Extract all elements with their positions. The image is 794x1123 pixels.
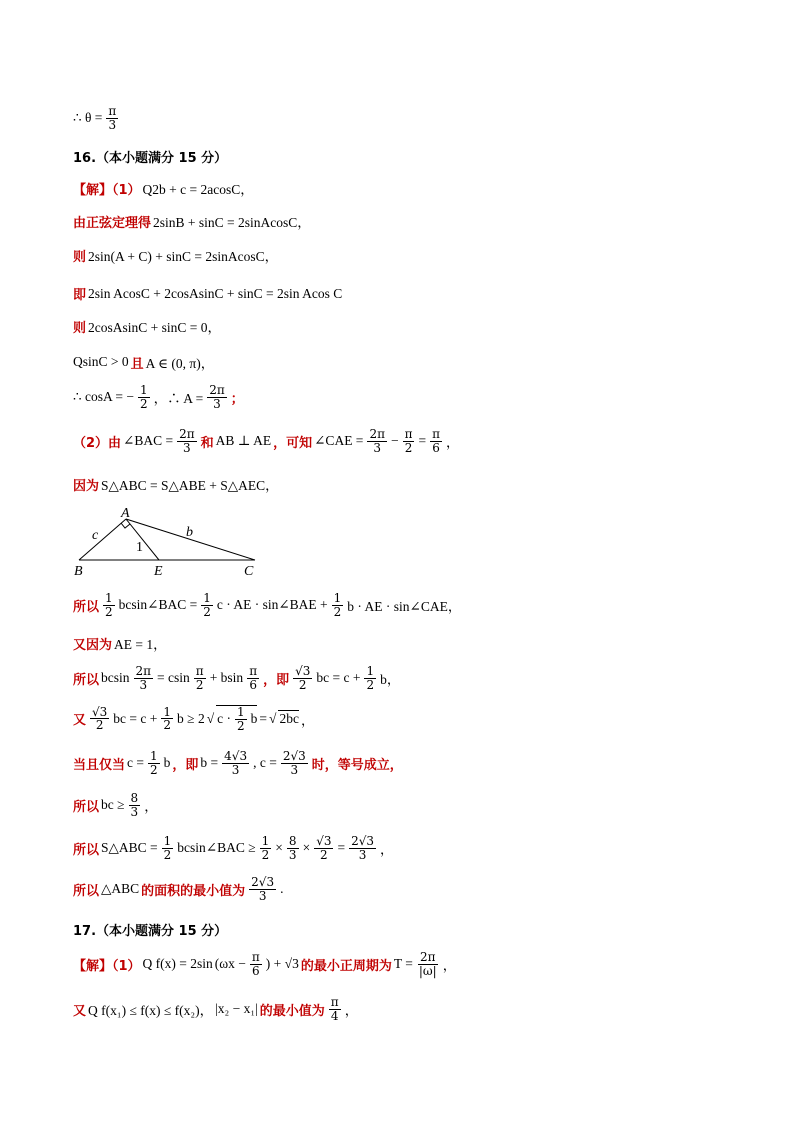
math: △ABC: [101, 881, 140, 897]
text: 且: [130, 356, 144, 372]
denominator: 2: [105, 604, 113, 619]
math: 2sin(A + C) + sinC = 2sinAcosC，: [88, 249, 279, 264]
numerator: 2π: [369, 427, 385, 441]
fraction: [281, 750, 308, 776]
fraction: [161, 706, 173, 732]
q16-part2-line-6: [73, 705, 314, 732]
math: 2sin AcosC + 2cosAsinC + sinC = 2sin Acos C: [88, 285, 343, 301]
q16-line-4: [73, 284, 342, 303]
math: Q2b + c = 2acosC，: [142, 182, 254, 197]
text: 又因为: [73, 637, 113, 653]
numerator: 2√3: [351, 834, 375, 848]
math: bc = c +: [113, 710, 158, 726]
text: 所以: [73, 672, 100, 688]
math: 2sinB + sinC = 2sinAcosC，: [153, 215, 311, 230]
math: ∴ cosA = −: [73, 389, 134, 405]
math: b: [163, 755, 171, 771]
numerator: π: [404, 427, 413, 441]
numerator: π: [195, 664, 204, 678]
math: ×: [275, 840, 283, 856]
math: b，: [380, 672, 401, 688]
denominator: 3: [108, 117, 117, 132]
math: c · AE · sin∠BAE +: [216, 597, 328, 613]
q17-line-1: [73, 951, 456, 977]
fraction: [364, 665, 376, 691]
math: ，: [446, 435, 460, 451]
q16-part2-line-3: [73, 592, 461, 618]
numerator: 1: [150, 749, 158, 763]
triangle-figure: [70, 505, 270, 580]
math: QsinC > 0: [73, 354, 129, 369]
denominator: 6: [249, 677, 257, 692]
denominator: 2: [139, 396, 148, 411]
fraction: [403, 428, 415, 454]
text: 又: [73, 1003, 87, 1019]
math: bc ≥: [101, 797, 125, 813]
math: =: [259, 710, 268, 726]
text: 时，等号成立，: [311, 757, 403, 773]
math: ，: [300, 712, 315, 728]
denominator: 3: [358, 847, 367, 862]
q16-part2-line-7: [73, 750, 403, 776]
label-c: C: [244, 564, 254, 579]
q16-line-7: [73, 384, 244, 410]
label-one: 1: [136, 540, 143, 555]
q16-line-5: [73, 316, 221, 336]
q16-part2-line-1: [73, 428, 460, 454]
denominator: 4: [330, 1008, 339, 1023]
text: 则: [73, 249, 87, 265]
math: AE = 1，: [114, 637, 167, 652]
q16-line-6: [73, 352, 214, 372]
text: 所以: [73, 799, 100, 815]
line-theta: [73, 105, 120, 131]
denominator: 3: [258, 888, 267, 903]
math: −: [390, 433, 399, 449]
numerator: √3: [316, 834, 332, 848]
fraction: [222, 750, 249, 776]
solution-tag: 【解】（1）: [73, 958, 141, 974]
numerator: 2π: [209, 383, 225, 397]
fraction: [90, 706, 109, 732]
denominator: 2: [163, 718, 172, 733]
math: |x₂ − x₁|: [215, 1001, 258, 1017]
denominator: 3: [231, 762, 240, 777]
denominator: 2: [237, 718, 245, 733]
math: bcsin∠BAC ≥: [177, 840, 256, 856]
fraction: [349, 835, 376, 861]
q16-line-2: [73, 211, 311, 231]
math: b: [250, 711, 258, 727]
math: b ≥ 2: [177, 710, 205, 726]
fraction: [332, 592, 344, 618]
fraction: [194, 665, 206, 691]
math: + bsin: [209, 670, 244, 686]
numerator: π: [330, 995, 339, 1009]
math: b =: [200, 755, 219, 771]
numerator: π: [249, 664, 258, 678]
denominator: 2: [150, 762, 158, 777]
fraction: [430, 428, 442, 454]
fraction: [134, 665, 154, 691]
denominator: 3: [130, 804, 139, 819]
q16-part2-line-8: [73, 792, 158, 818]
fraction: [293, 665, 312, 691]
fraction: [207, 384, 227, 410]
fraction: [162, 835, 174, 861]
math: c ·: [217, 711, 231, 727]
sqrt-radicand: 2bc: [279, 711, 299, 727]
denominator: 6: [432, 440, 440, 455]
math: S△ABC =: [101, 840, 158, 856]
fraction: [103, 592, 115, 618]
text: ，即: [172, 757, 199, 773]
denominator: |ω|: [418, 963, 437, 978]
math: b · AE · sin∠CAE，: [347, 599, 462, 615]
numerator: π: [432, 427, 440, 441]
text: 当且仅当: [73, 757, 126, 773]
q16-line-1: [73, 178, 254, 198]
numerator: 2π: [135, 664, 152, 678]
q16-part2-line-5: [73, 665, 400, 691]
fraction: [106, 105, 118, 131]
denominator: 2: [404, 440, 413, 455]
math: ，: [144, 799, 158, 815]
numerator: π: [108, 104, 117, 118]
math: , c =: [253, 755, 277, 771]
denominator: 2: [195, 677, 204, 692]
fraction: [138, 384, 150, 410]
denominator: 2: [320, 847, 328, 862]
math: Q f(x) = 2sin: [142, 956, 213, 972]
denominator: 2: [163, 847, 172, 862]
math: Q f(x₁) ≤ f(x) ≤ f(x₂)，: [88, 1003, 214, 1019]
denominator: 3: [213, 396, 221, 411]
right-angle-mark: [121, 523, 130, 528]
denominator: 3: [373, 440, 382, 455]
label-side-c: c: [92, 528, 99, 543]
numerator: 8: [130, 791, 139, 805]
math: bcsin: [101, 670, 130, 686]
math: c =: [127, 755, 144, 771]
numerator: 2√3: [251, 875, 275, 889]
q16-line-3: [73, 245, 278, 265]
text: 由正弦定理得: [73, 215, 152, 231]
math: ×: [302, 840, 311, 856]
math: = csin: [157, 670, 190, 686]
math: AB ⊥ AE: [215, 433, 272, 449]
math: ∠BAC =: [123, 433, 174, 449]
math: A ∈ (0, π)，: [145, 356, 215, 371]
sqrt-sign: √: [269, 710, 277, 726]
theta-eq: ∴ θ =: [73, 110, 103, 126]
solution-tag: 【解】（1）: [73, 182, 141, 198]
denominator: 2: [261, 847, 270, 862]
fraction: [235, 706, 247, 732]
fraction: [201, 592, 213, 618]
text: ；: [230, 391, 244, 407]
fraction: [250, 951, 262, 977]
math: bcsin∠BAC =: [118, 597, 198, 613]
math: ∠CAE =: [314, 433, 364, 449]
numerator: 1: [366, 664, 375, 678]
denominator: 2: [366, 677, 375, 692]
label-side-b: b: [186, 525, 193, 540]
fraction: [129, 792, 141, 818]
text: 即: [73, 288, 87, 303]
math: ，: [442, 958, 457, 974]
text: （2）由: [73, 435, 122, 451]
math: ，: [380, 842, 394, 858]
numerator: 2π: [179, 427, 195, 441]
q16-title: 16.（本小题满分 15 分）: [73, 151, 228, 166]
fraction: [314, 835, 333, 861]
fraction: [417, 951, 439, 977]
denominator: 2: [95, 718, 104, 733]
denominator: 6: [252, 963, 260, 978]
fraction: [260, 835, 272, 861]
q16-part2-line-4: [73, 633, 167, 653]
label-e: E: [154, 564, 163, 579]
text: 所以: [73, 599, 100, 615]
denominator: 3: [290, 762, 299, 777]
numerator: 1: [163, 704, 172, 719]
q16-heading: [73, 147, 227, 166]
math: ，: [344, 1003, 359, 1019]
q16-part2-line-9: [73, 835, 394, 861]
numerator: 1: [139, 383, 148, 397]
fraction: [367, 428, 387, 454]
text: 又: [73, 713, 87, 729]
denominator: 3: [139, 677, 148, 692]
text: 的面积的最小值为: [141, 883, 246, 899]
math: .: [280, 881, 284, 897]
sqrt-radicand: [216, 705, 257, 732]
text: 则: [73, 320, 87, 336]
q17-title: 17.（本小题满分 15 分）: [73, 924, 228, 939]
label-a: A: [121, 506, 130, 521]
math: T =: [393, 956, 413, 972]
fraction: [249, 876, 276, 902]
side-ab: [79, 519, 126, 560]
math: (ωx −: [214, 956, 246, 972]
q17-heading: [73, 920, 227, 939]
numerator: 2π: [420, 950, 436, 964]
fraction: [148, 750, 160, 776]
q16-part2-line-10: [73, 876, 283, 902]
math: =: [418, 433, 427, 449]
math: bc = c +: [316, 670, 361, 686]
numerator: 4√3: [224, 749, 248, 763]
math: ，∴ A =: [153, 391, 204, 407]
denominator: 3: [183, 440, 191, 455]
text: 所以: [73, 842, 100, 858]
numerator: 1: [105, 591, 113, 605]
denominator: 3: [288, 847, 297, 862]
text: 因为: [73, 478, 100, 494]
math: =: [337, 840, 346, 856]
numerator: √3: [295, 664, 311, 678]
text: ，即: [263, 672, 290, 688]
math: S△ABC = S△ABE + S△AEC，: [101, 478, 279, 493]
numerator: 2√3: [282, 749, 306, 763]
numerator: 1: [261, 834, 270, 848]
numerator: 1: [237, 705, 245, 719]
q17-line-2: [73, 996, 358, 1022]
text: 和: [200, 435, 214, 451]
numerator: π: [251, 950, 260, 964]
denominator: 2: [298, 677, 307, 692]
math: ) + √3: [265, 956, 299, 972]
fraction: [329, 996, 341, 1022]
fraction: [177, 428, 197, 454]
denominator: 2: [203, 604, 211, 619]
numerator: 1: [203, 591, 211, 605]
fraction: [247, 665, 259, 691]
text: 的最小值为: [259, 1003, 325, 1019]
math: 2cosAsinC + sinC = 0，: [88, 320, 222, 335]
text: 所以: [73, 883, 100, 899]
denominator: 2: [333, 604, 342, 619]
fraction: [287, 835, 299, 861]
q16-part2-line-2: [73, 474, 279, 494]
numerator: 1: [333, 591, 342, 605]
label-b: B: [74, 564, 83, 579]
text: 的最小正周期为: [300, 958, 392, 974]
sqrt-sign: √: [206, 710, 215, 726]
numerator: 1: [163, 834, 172, 848]
text: ，可知: [273, 435, 313, 451]
numerator: 8: [288, 834, 297, 848]
numerator: √3: [92, 704, 108, 719]
